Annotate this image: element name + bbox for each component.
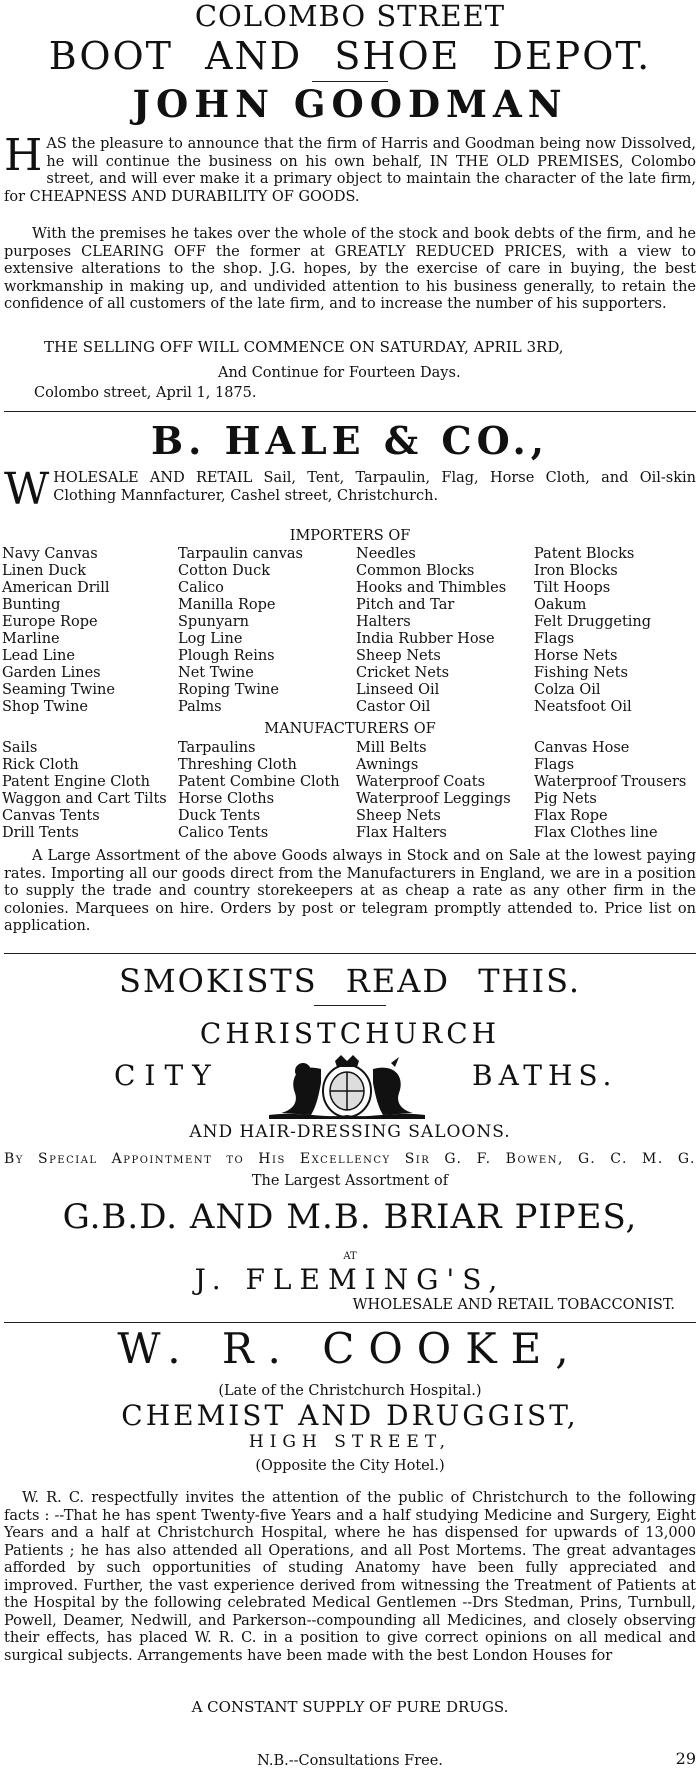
list-item: Linseed Oil bbox=[356, 682, 440, 698]
christchurch-line: CHRISTCHURCH bbox=[199, 1017, 501, 1050]
list-item: Spunyarn bbox=[178, 614, 249, 630]
short-divider bbox=[314, 1005, 386, 1006]
smokists-headline: SMOKISTS READ THIS. bbox=[118, 962, 582, 1000]
list-item: Flags bbox=[534, 757, 575, 773]
list-item: Marline bbox=[2, 631, 60, 647]
list-item: Patent Blocks bbox=[534, 546, 635, 562]
section-divider-1 bbox=[4, 411, 696, 412]
list-item: Felt Druggeting bbox=[534, 614, 652, 630]
list-item: Log Line bbox=[178, 631, 243, 647]
cooke-name: W. R. COOKE, bbox=[117, 1324, 583, 1373]
list-item: Plough Reins bbox=[178, 648, 275, 664]
list-item: Duck Tents bbox=[178, 808, 261, 824]
list-item: Manilla Rope bbox=[178, 597, 276, 613]
list-item: Palms bbox=[178, 699, 222, 715]
pure-drugs-line: A CONSTANT SUPPLY OF PURE DRUGS. bbox=[191, 1698, 509, 1716]
baths-word: BATHS. bbox=[472, 1059, 618, 1092]
high-street-line: HIGH STREET, bbox=[248, 1432, 452, 1452]
list-item: Tilt Hoops bbox=[534, 580, 611, 596]
at-word: AT bbox=[343, 1251, 357, 1262]
list-item: Garden Lines bbox=[2, 665, 101, 681]
list-item: Rick Cloth bbox=[2, 757, 79, 773]
briar-pipes-line: G.B.D. AND M.B. BRIAR PIPES, bbox=[62, 1197, 638, 1237]
largest-assortment-line: The Largest Assortment of bbox=[251, 1173, 449, 1189]
list-item: Waterproof Leggings bbox=[356, 791, 511, 807]
goodman-dateline: Colombo street, April 1, 1875. bbox=[34, 385, 257, 401]
list-item: Mill Belts bbox=[356, 740, 427, 756]
list-item: Canvas Tents bbox=[2, 808, 100, 824]
list-item: Seaming Twine bbox=[2, 682, 115, 698]
list-item: Waterproof Trousers bbox=[534, 774, 687, 790]
page-number: 29 bbox=[675, 1749, 696, 1768]
list-item: Pig Nets bbox=[534, 791, 597, 807]
consultations-line: N.B.--Consultations Free. bbox=[257, 1753, 443, 1769]
list-item: Sheep Nets bbox=[356, 808, 441, 824]
list-item: Shop Twine bbox=[2, 699, 89, 715]
dropcap-w: W bbox=[4, 464, 50, 515]
list-item: Neatsfoot Oil bbox=[534, 699, 632, 715]
list-item: Oakum bbox=[534, 597, 587, 613]
cooke-body-text: W. R. C. respectfully invites the attention of the public of Christchurch to the following facts : --That he has spent Twenty-five Years and a half studying Medicine and Surgery, Eight Years and a half at Christchurch Hospital, where he has dispensed for upwards of 13,000 Patients ; he has also attended all Operations, and all Post Mortems. The great advantages afforded by such opportunities of studing Anatomy have been fully appreciated and improved. Further, the vast experience derived from witnessing the Treatment of Patients at the Hospital by the following celebrated Medical Gentlemen --Drs Stedman, Prins, Turnbull, Powell, Deamer, Nedwill, and Parkerson--compounding all Medicines, and closely observing their effects, has placed W. R. C. in a position to give correct opinions on all medical and surgical subjects. Arrangements have been made with the best London Houses for bbox=[4, 1490, 696, 1664]
list-item: Calico Tents bbox=[178, 825, 269, 841]
hale-intro bbox=[4, 464, 696, 515]
list-item: Navy Canvas bbox=[2, 546, 98, 562]
list-item: Lead Line bbox=[2, 648, 75, 664]
list-item: Flax Clothes line bbox=[534, 825, 658, 841]
list-item: Roping Twine bbox=[178, 682, 279, 698]
list-item: Awnings bbox=[356, 757, 419, 773]
goodman-para-1: AS the pleasure to announce that the firm of Harris and Goodman being now Dissolved, he will continue the business on his own behalf, IN THE OLD PREMISES, Colombo street, and will ever make it a primary object to maintain the character of the late firm, for CHEAPNESS AND DURABILITY OF GOODS. bbox=[4, 136, 696, 205]
importers-list bbox=[2, 546, 698, 716]
list-item: Cotton Duck bbox=[178, 563, 271, 579]
list-item: Sails bbox=[2, 740, 38, 756]
list-item: Bunting bbox=[2, 597, 61, 613]
selling-off-notice: THE SELLING OFF WILL COMMENCE ON SATURDAY, APRIL 3RD, bbox=[44, 338, 564, 356]
colombo-street-heading: COLOMBO STREET bbox=[194, 0, 506, 33]
goodman-para-2: With the premises he takes over the whole of the stock and book debts of the firm, and he purposes CLEARING OFF the former at GREATLY REDUCED PRICES, with a view to extensive alterations to the shop. J.G. hopes, by the exercise of care in buying, the best workmanship in making up, and undivided attention to his business generally, to retain the confidence of all customers of the late firm, and to increase the number of his supporters. bbox=[4, 226, 696, 312]
list-item: Europe Rope bbox=[2, 614, 98, 630]
list-item: Iron Blocks bbox=[534, 563, 618, 579]
goodman-announcement bbox=[4, 130, 696, 206]
list-item: Threshing Cloth bbox=[178, 757, 297, 773]
hair-dressing-line: AND HAIR-DRESSING SALOONS. bbox=[189, 1122, 511, 1142]
dropcap-h: H bbox=[4, 130, 43, 181]
fleming-name: J. FLEMING'S, bbox=[194, 1263, 506, 1296]
list-item: Cricket Nets bbox=[356, 665, 450, 681]
late-of-hospital-line: (Late of the Christchurch Hospital.) bbox=[218, 1383, 482, 1399]
section-divider-2 bbox=[4, 953, 696, 954]
city-word: CITY bbox=[114, 1059, 220, 1092]
list-item: Colza Oil bbox=[534, 682, 601, 698]
list-item: Halters bbox=[356, 614, 411, 630]
list-item: Patent Combine Cloth bbox=[178, 774, 340, 790]
list-item: Drill Tents bbox=[2, 825, 79, 841]
list-item: Fishing Nets bbox=[534, 665, 628, 681]
list-item: Flax Halters bbox=[356, 825, 447, 841]
section-divider-3 bbox=[4, 1322, 696, 1323]
list-item: Waterproof Coats bbox=[356, 774, 486, 790]
list-item: Castor Oil bbox=[356, 699, 431, 715]
list-item: Net Twine bbox=[178, 665, 254, 681]
special-appointment-line: By Special Appointment to His Excellency Sir G. F. Bowen, G. C. M. G. bbox=[4, 1151, 696, 1167]
list-item: Horse Cloths bbox=[178, 791, 275, 807]
continue-notice: And Continue for Fourteen Days. bbox=[218, 365, 461, 381]
hale-intro-text: HOLESALE AND RETAIL Sail, Tent, Tarpaulin, Flag, Horse Cloth, and Oil-skin Clothing Mannfacturer, Cashel street, Christchurch. bbox=[53, 470, 696, 504]
chemist-druggist-line: CHEMIST AND DRUGGIST, bbox=[121, 1399, 579, 1432]
hale-closing-text: A Large Assortment of the above Goods always in Stock and on Sale at the lowest paying rates. Importing all our goods direct from the Manufacturers in England, we are in a position to supply the trade and country storekeepers at as cheap a rate as any other firm in the colonies. Marquees on hire. Orders by post or telegram promptly attended to. Price list on application. bbox=[4, 848, 696, 934]
list-item: Canvas Hose bbox=[534, 740, 630, 756]
john-goodman-name: JOHN GOODMAN bbox=[132, 82, 568, 126]
list-item: India Rubber Hose bbox=[356, 631, 495, 647]
list-item: Flags bbox=[534, 631, 575, 647]
cooke-body bbox=[4, 1490, 696, 1665]
manufacturers-list bbox=[2, 740, 698, 842]
list-item: American Drill bbox=[2, 580, 110, 596]
goodman-stock-text bbox=[4, 226, 696, 314]
list-item: Tarpaulin canvas bbox=[178, 546, 303, 562]
list-item: Flax Rope bbox=[534, 808, 608, 824]
hale-closing bbox=[4, 848, 696, 936]
list-item: Calico bbox=[178, 580, 224, 596]
list-item: Patent Engine Cloth bbox=[2, 774, 150, 790]
list-item: Hooks and Thimbles bbox=[356, 580, 507, 596]
hale-company-name: B. HALE & CO., bbox=[151, 418, 549, 463]
list-item: Sheep Nets bbox=[356, 648, 441, 664]
list-item: Pitch and Tar bbox=[356, 597, 455, 613]
list-item: Horse Nets bbox=[534, 648, 618, 664]
boot-shoe-depot-heading: BOOT AND SHOE DEPOT. bbox=[48, 34, 652, 78]
list-item: Needles bbox=[356, 546, 416, 562]
royal-crest-icon bbox=[259, 1053, 435, 1121]
manufacturers-heading: MANUFACTURERS OF bbox=[264, 721, 436, 737]
importers-heading: IMPORTERS OF bbox=[289, 528, 411, 544]
list-item: Common Blocks bbox=[356, 563, 475, 579]
opposite-hotel-line: (Opposite the City Hotel.) bbox=[255, 1458, 445, 1474]
list-item: Linen Duck bbox=[2, 563, 87, 579]
list-item: Waggon and Cart Tilts bbox=[2, 791, 167, 807]
tobacconist-line: WHOLESALE AND RETAIL TOBACCONIST. bbox=[352, 1297, 675, 1313]
list-item: Tarpaulins bbox=[178, 740, 256, 756]
